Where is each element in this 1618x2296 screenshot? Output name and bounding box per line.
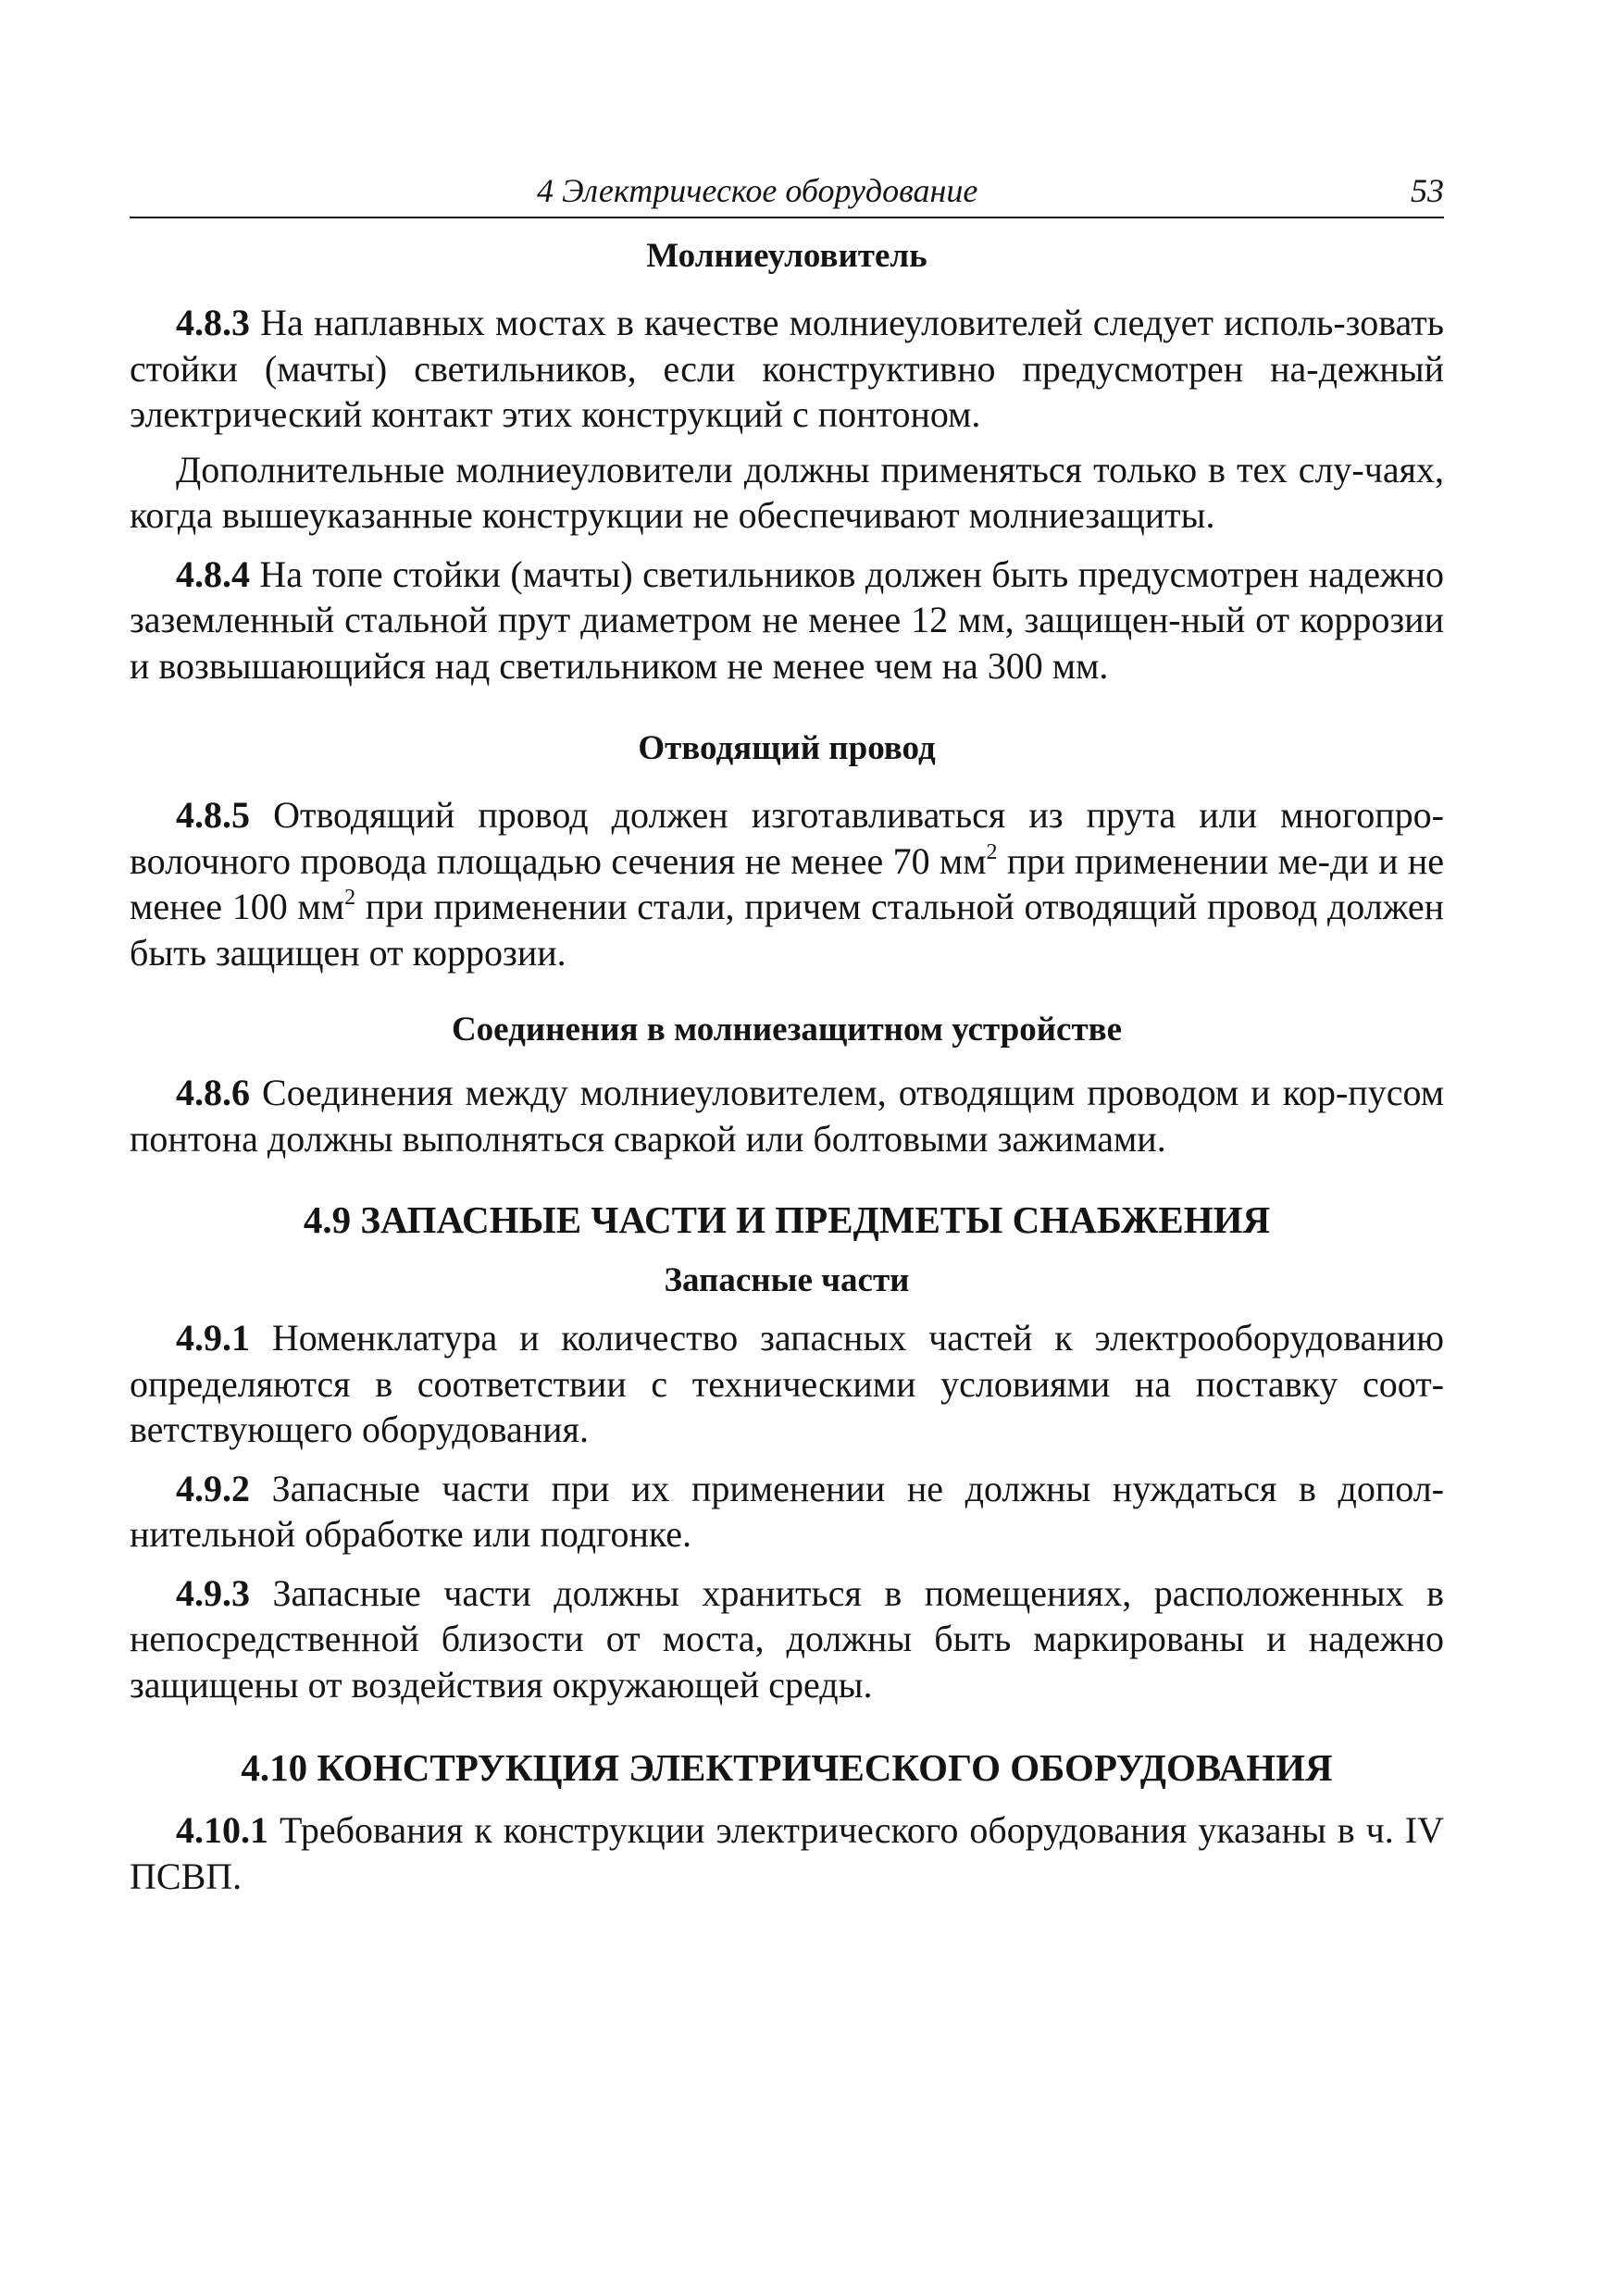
paragraph-4-8-5: [130, 792, 1444, 975]
clause-text: На наплавных мостах в качестве молниеуловителей следует исполь-зовать стойки (мачты) светильников, если конструктивно предусмотрен на-дежный электрический контакт этих конструкций с понтоном.: [130, 302, 1445, 435]
heading-connections: Соединения в молниезащитном устройстве: [451, 1011, 1123, 1049]
paragraph-additional-rods: [130, 447, 1444, 539]
clause-number: 4.9.1: [176, 1317, 250, 1359]
clause-number: 4.9.3: [176, 1571, 250, 1614]
clause-text: Соединения между молниеуловителем, отводящим проводом и кор-пусом понтона должны выполняться сваркой или болтовыми зажимами.: [130, 1072, 1445, 1160]
document-page: [130, 165, 1444, 1899]
clause-text: На топе стойки (мачты) светильников должен быть предусмотрен надежно заземленный стальной прут диаметром не менее 12 мм, защищен-ный от коррозии и возвышающийся над светильником не менее чем на 300 мм.: [130, 552, 1445, 687]
clause-number: 4.8.5: [176, 794, 250, 836]
running-header: [130, 165, 1444, 218]
paragraph-4-8-6: [130, 1070, 1444, 1161]
clause-number: 4.8.6: [176, 1072, 250, 1113]
clause-text: Номенклатура и количество запасных частей к электрооборудованию определяются в соответствии с техническими условиями на поставку соот-ветствующего оборудования.: [130, 1317, 1444, 1450]
heading-down-conductor: Отводящий провод: [638, 729, 936, 767]
heading-lightning-rod: Молниеуловитель: [646, 237, 927, 275]
paragraph-4-9-1: [130, 1315, 1444, 1453]
clause-text: Требования к конструкции электрического оборудования указаны в ч. IV ПСВП.: [130, 1809, 1444, 1897]
clause-text: Запасные части должны храниться в помещениях, расположенных в непосредственной близости от моста, должны быть маркированы и надежно защищены от воздействия окружающей среды.: [130, 1571, 1444, 1706]
clause-text-part-2: при применении ме-ди и не менее 100 мм: [130, 839, 1444, 927]
heading-spare-parts: Запасные части: [664, 1261, 910, 1299]
clause-number: 4.8.4: [176, 552, 250, 595]
heading-spare-parts-section: 4.9 ЗАПАСНЫЕ ЧАСТИ И ПРЕДМЕТЫ СНАБЖЕНИЯ: [303, 1198, 1271, 1241]
superscript-2: 2: [344, 886, 356, 910]
superscript-2: 2: [986, 839, 998, 864]
paragraph-4-10-1: [130, 1807, 1444, 1899]
heading-construction-section: 4.10 КОНСТРУКЦИЯ ЭЛЕКТРИЧЕСКОГО ОБОРУДОВАНИЯ: [241, 1746, 1333, 1789]
clause-text: Дополнительные молниеуловители должны применяться только в тех слу-чаях, когда вышеуказанные конструкции не обеспечивают молниезащиты.: [130, 448, 1444, 536]
clause-text-part-3: при применении стали, причем стальной отводящий провод должен быть защищен от коррозии.: [130, 886, 1445, 974]
clause-number: 4.10.1: [176, 1809, 268, 1851]
paragraph-4-8-3: [130, 300, 1444, 438]
paragraph-4-9-3: [130, 1570, 1444, 1708]
clause-number: 4.8.3: [176, 302, 250, 343]
paragraph-4-9-2: [130, 1466, 1444, 1558]
clause-text-part-1: Отводящий провод должен изготавливаться из прута или многопро-волочного провода площадью сечения не менее 70 мм: [130, 794, 1444, 882]
clause-number: 4.9.2: [176, 1467, 250, 1509]
header-title: 4 Электрическое оборудование: [537, 172, 978, 209]
clause-text: Запасные части при их применении не должны нуждаться в допол-нительной обработке или подгонке.: [130, 1467, 1444, 1555]
page-number: 53: [1411, 172, 1444, 209]
paragraph-4-8-4: [130, 552, 1444, 689]
